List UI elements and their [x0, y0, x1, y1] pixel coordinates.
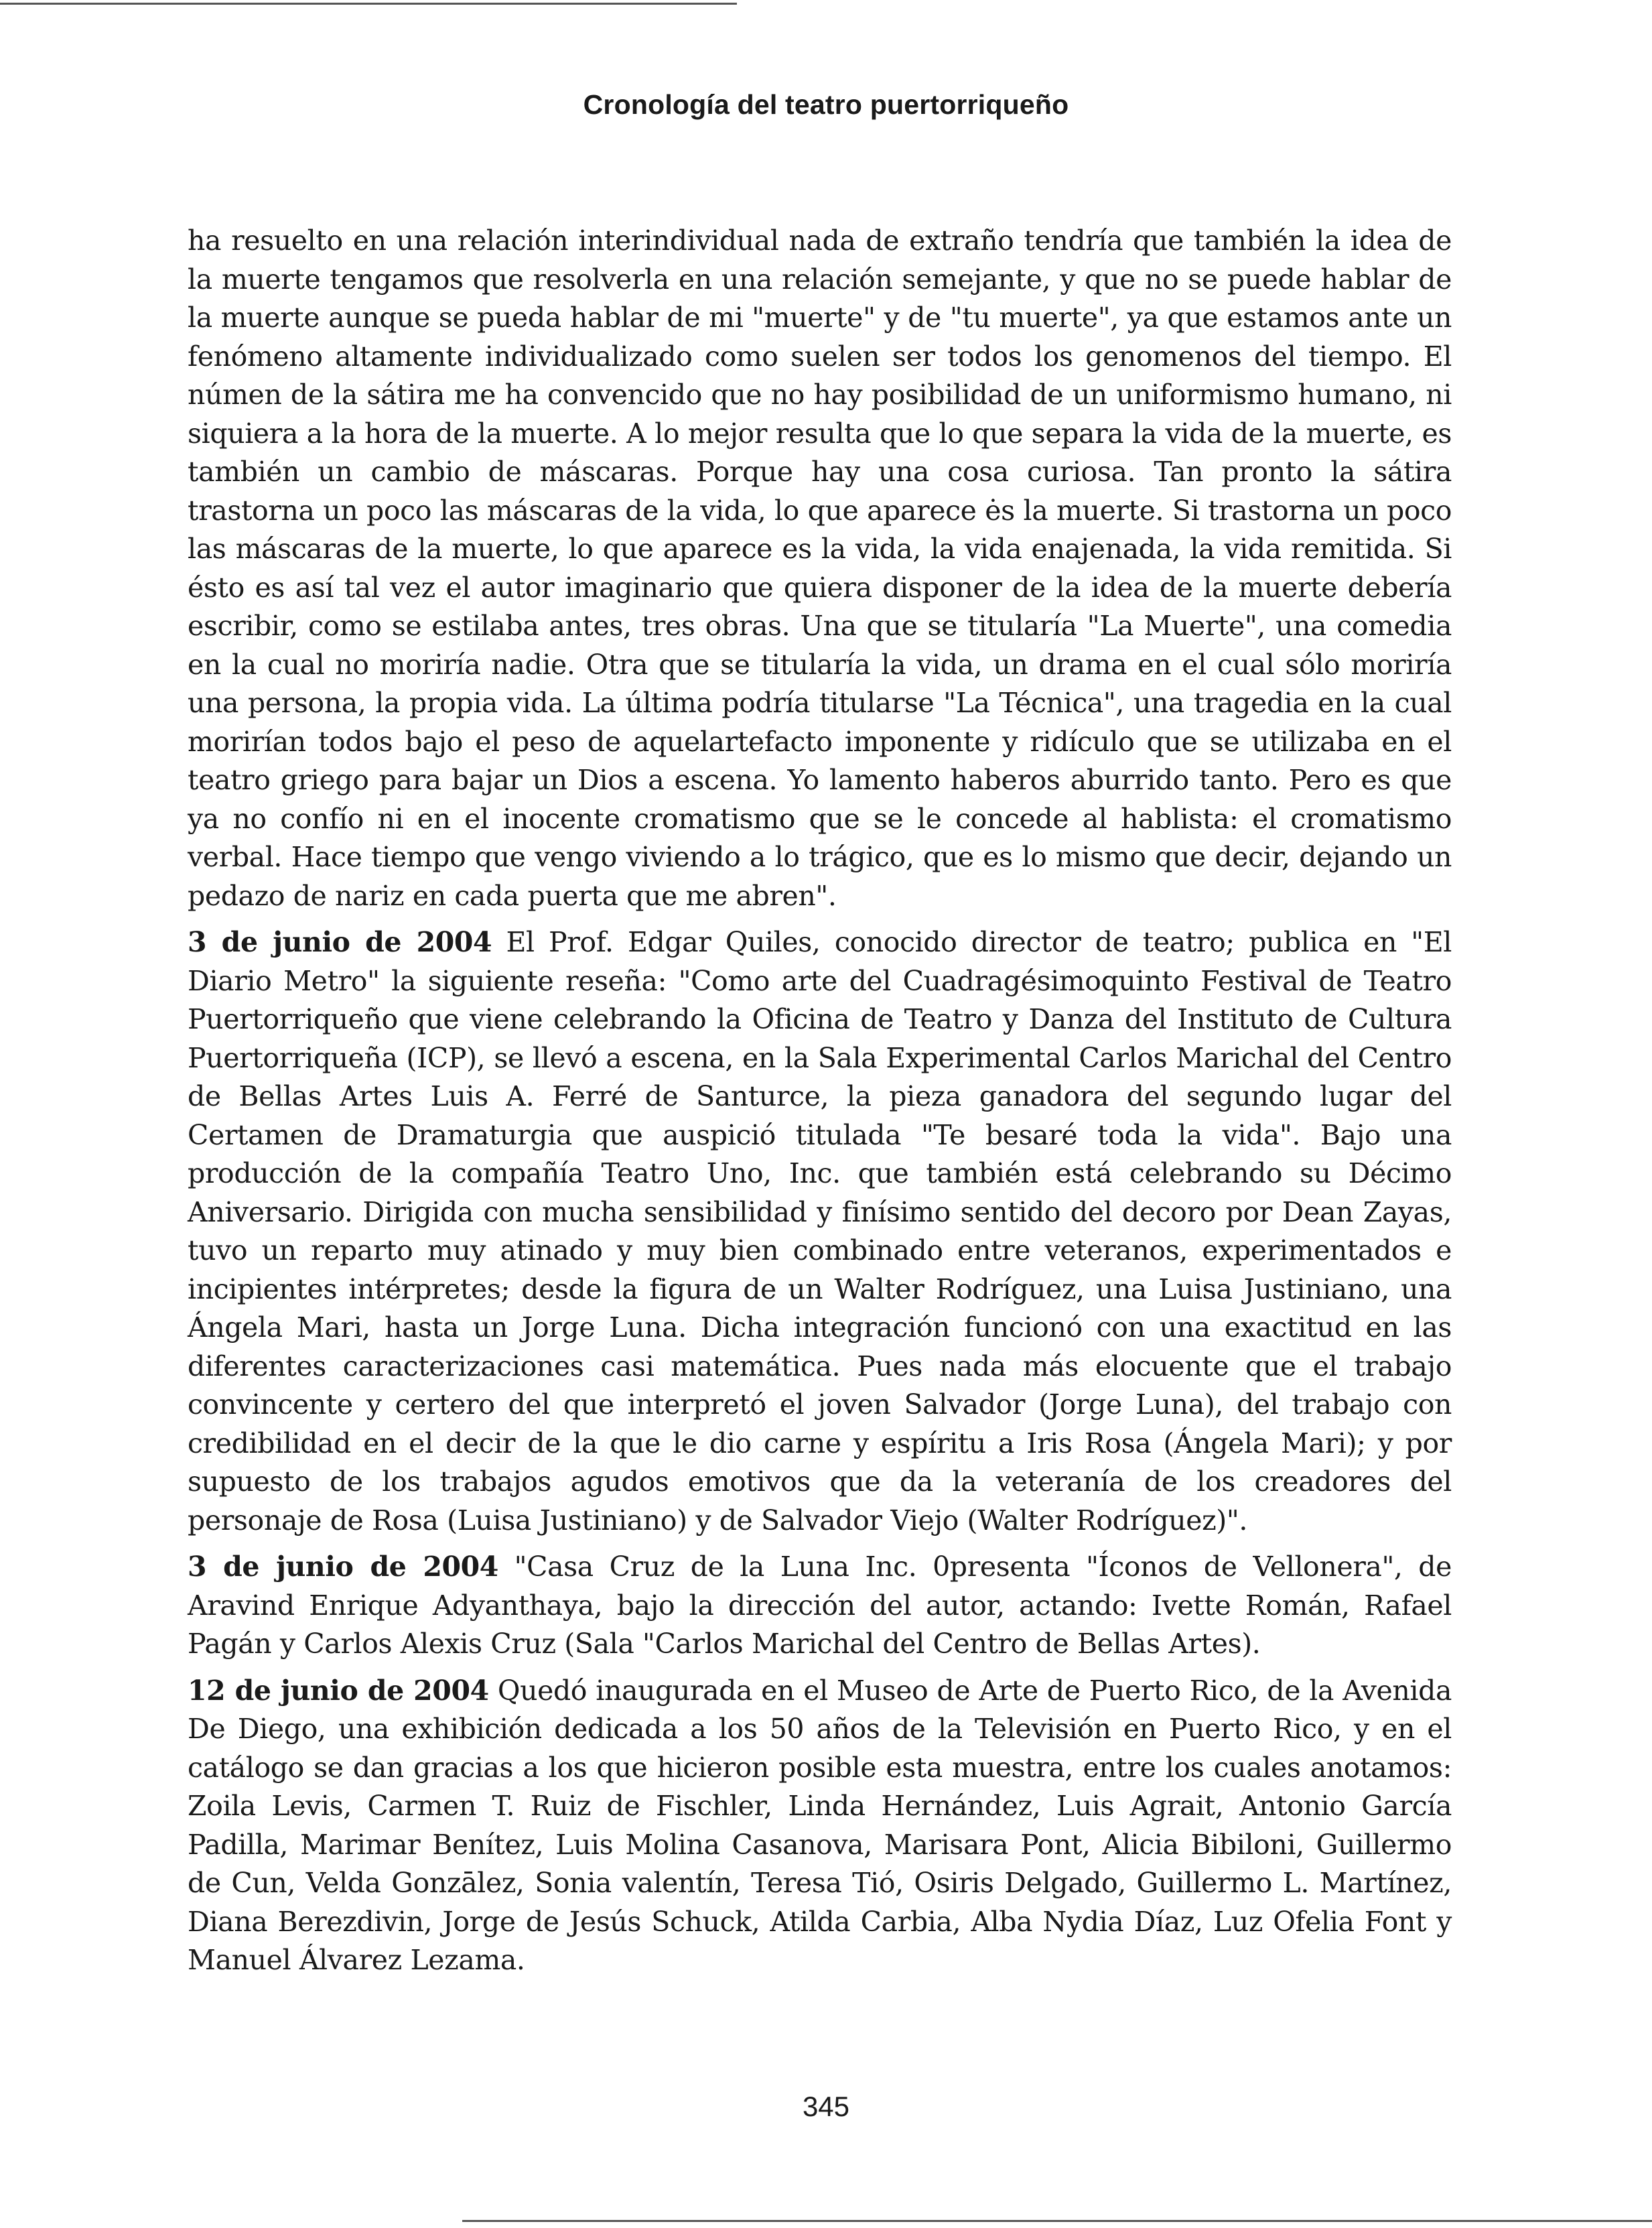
chronology-entry [188, 1672, 1452, 1980]
entry-text: El Prof. Edgar Quiles, conocido director de teatro; publica en "El Diario Metro" la siguiente reseña: "Como arte del Cuadragésimoquinto Festival de Teatro Puertorriqueño que viene celebrando la Oficina de Teatro y Danza del Instituto de Cultura Puertorriqueña (ICP), se llevó a escena, en la Sala Experimental Carlos Marichal del Centro de Bellas Artes Luis A. Ferré de Santurce, la pieza ganadora del segundo lugar del Certamen de Dramaturgia que auspició titulada "Te besaré toda la vida". Bajo una producción de la compañía Teatro Uno, Inc. que también está celebrando su Décimo Aniversario. Dirigida con mucha sensibilidad y finísimo sentido del decoro por Dean Zayas, tuvo un reparto muy atinado y muy bien combinado entre veteranos, experimentados e incipientes intérpretes; desde la figura de un Walter Rodríguez, una Luisa Justiniano, una Ángela Mari, hasta un Jorge Luna. Dicha integración funcionó con una exactitud en las diferentes caracterizaciones casi matemática. Pues nada más elocuente que el trabajo convincente y certero del que interpretó el joven Salvador (Jorge Luna), del trabajo con credibilidad en el decir de la que le dio carne y espíritu a Iris Rosa (Ángela Mari); y por supuesto de los trabajos agudos emotivos que da la veteranía de los creadores del personaje de Rosa (Luisa Justiniano) y de Salvador Viejo (Walter Rodríguez)". [188, 926, 1452, 1536]
running-header: Cronología del teatro puertorriqueño [583, 89, 1069, 120]
continuation-paragraph: ha resuelto en una relación interindividual nada de extraño tendría que también la idea de la muerte tengamos que resolverla en una relación semejante, y que no se puede hablar de la muerte aunque se pueda hablar de mi "muerte" y de "tu muerte", ya que estamos ante un fenómeno altamente individualizado como suelen ser todos los genomenos del tiempo. El númen de la sátira me ha convencido que no hay posibilidad de un uniformismo humano, ni siquiera a la hora de la muerte. A lo mejor resulta que lo que separa la vida de la muerte, es también un cambio de máscaras. Porque hay una cosa curiosa. Tan pronto la sátira trastorna un poco las máscaras de la vida, lo que aparece ės la muerte. Si trastorna un poco las máscaras de la muerte, lo que aparece es la vida, la vida enajenada, la vida remitida. Si ésto es así tal vez el autor imaginario que quiera disponer de la idea de la muerte debería escribir, como se estilaba antes, tres obras. Una que se titularía "La Muerte", una comedia en la cual no moriría nadie. Otra que se titularía la vida, un drama en el cual sólo moriría una persona, la propia vida. La última podría titularse "La Técnica", una tragedia en la cual morirían todos bajo el peso de aquelartefacto imponente y ridículo que se utilizaba en el teatro griego para bajar un Dios a escena. Yo lamento haberos aburrido tanto. Pero es que ya no confío ni en el inocente cromatismo que se le concede al hablista: el cromatismo verbal. Hace tiempo que vengo viviendo a lo trágico, que es lo mismo que decir, dejando un pedazo de nariz en cada puerta que me abren". [188, 224, 1452, 912]
chronology-entry [188, 1548, 1452, 1664]
scan-edge-top [0, 3, 737, 5]
page-body [188, 222, 1452, 1988]
entry-date: 3 de junio de 2004 [188, 926, 492, 958]
entry-text: "Casa Cruz de la Luna Inc. 0presenta "Íconos de Vellonera", de Aravind Enrique Adyanthaya, bajo la dirección del autor, actando: Ivette Román, Rafael Pagán y Carlos Alexis Cruz (Sala "Carlos Marichal del Centro de Bellas Artes). [188, 1551, 1452, 1660]
scan-edge-bottom [462, 2220, 1652, 2222]
entry-text: Quedó inaugurada en el Museo de Arte de Puerto Rico, de la Avenida De Diego, una exhibición dedicada a los 50 años de la Televisión en Puerto Rico, y en el catálogo se dan gracias a los que hicieron posible esta muestra, entre los cuales anotamos: Zoila Levis, Carmen T. Ruiz de Fischler, Linda Hernández, Luis Agrait, Antonio García Padilla, Marimar Benítez, Luis Molina Casanova, Marisara Pont, Alicia Bibiloni, Guillermo de Cun, Velda Gonzālez, Sonia valentín, Teresa Tió, Osiris Delgado, Guillermo L. Martínez, Diana Berezdivin, Jorge de Jesús Schuck, Atilda Carbia, Alba Nydia Díaz, Luz Ofelia Font y Manuel Álvarez Lezama. [188, 1674, 1452, 1976]
page-number: 345 [802, 2091, 850, 2122]
entry-date: 12 de junio de 2004 [188, 1674, 489, 1707]
chronology-entry [188, 923, 1452, 1540]
entry-date: 3 de junio de 2004 [188, 1551, 498, 1583]
